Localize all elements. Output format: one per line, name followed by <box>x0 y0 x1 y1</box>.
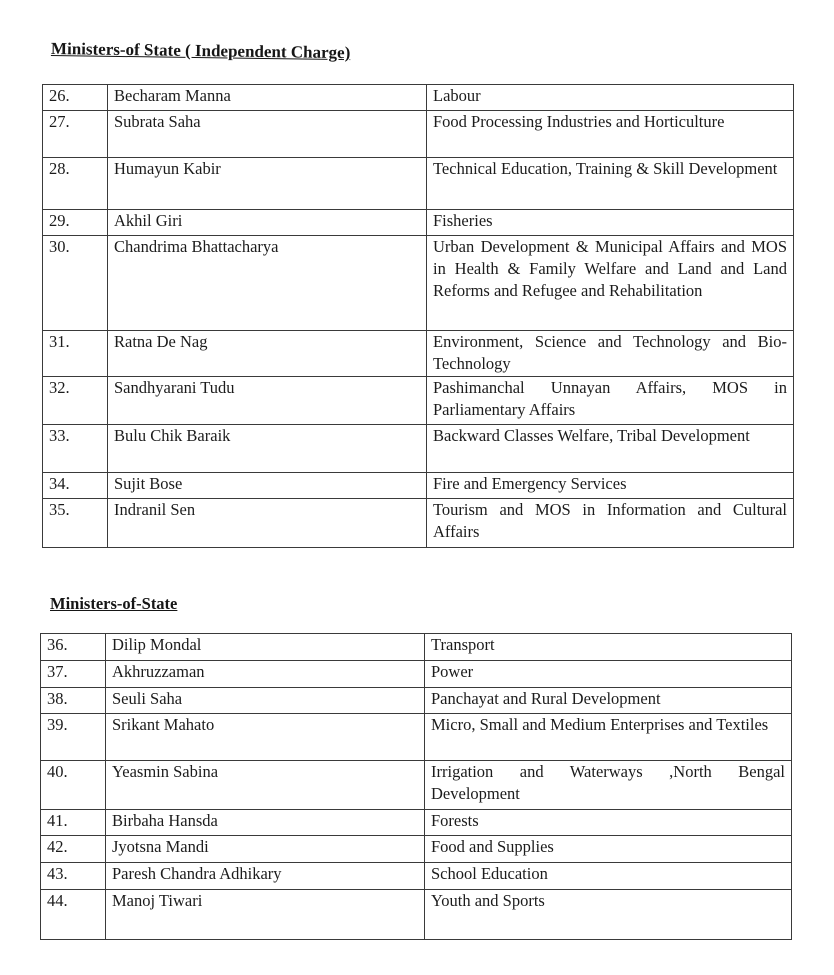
minister-name: Becharam Manna <box>108 85 427 111</box>
row-number: 32. <box>43 377 108 425</box>
row-number: 41. <box>41 810 106 836</box>
minister-name: Sandhyarani Tudu <box>108 377 427 425</box>
row-number: 26. <box>43 85 108 111</box>
portfolio: Irrigation and Waterways ,North Bengal Development <box>425 761 792 810</box>
row-number: 34. <box>43 473 108 499</box>
row-number: 42. <box>41 836 106 863</box>
portfolio: School Education <box>425 863 792 890</box>
minister-name: Akhruzzaman <box>106 661 425 688</box>
section-heading-ministers-of-state: Ministers-of-State <box>50 594 178 613</box>
portfolio: Micro, Small and Medium Enterprises and Textiles <box>425 714 792 761</box>
minister-name: Birbaha Hansda <box>106 810 425 836</box>
row-number: 33. <box>43 425 108 473</box>
minister-name: Akhil Giri <box>108 210 427 236</box>
table-row <box>41 761 792 810</box>
minister-name: Humayun Kabir <box>108 158 427 210</box>
row-number: 27. <box>43 111 108 158</box>
table-row <box>41 810 792 836</box>
ministers-table-state <box>40 633 792 940</box>
row-number: 30. <box>43 236 108 331</box>
portfolio: Forests <box>425 810 792 836</box>
table-row <box>41 661 792 688</box>
row-number: 44. <box>41 890 106 940</box>
row-number: 37. <box>41 661 106 688</box>
table-row <box>43 473 794 499</box>
minister-name: Yeasmin Sabina <box>106 761 425 810</box>
minister-name: Subrata Saha <box>108 111 427 158</box>
row-number: 36. <box>41 634 106 661</box>
portfolio: Fire and Emergency Services <box>427 473 794 499</box>
minister-name: Indranil Sen <box>108 499 427 548</box>
table-row <box>43 331 794 377</box>
row-number: 39. <box>41 714 106 761</box>
table-row <box>41 688 792 714</box>
section-heading-independent-charge: Ministers-of State ( Independent Charge) <box>50 39 351 63</box>
minister-name: Jyotsna Mandi <box>106 836 425 863</box>
portfolio: Technical Education, Training & Skill Development <box>427 158 794 210</box>
table-row <box>43 377 794 425</box>
row-number: 28. <box>43 158 108 210</box>
table-row <box>43 425 794 473</box>
table-row <box>43 158 794 210</box>
table-row <box>41 836 792 863</box>
minister-name: Srikant Mahato <box>106 714 425 761</box>
row-number: 38. <box>41 688 106 714</box>
row-number: 29. <box>43 210 108 236</box>
row-number: 31. <box>43 331 108 377</box>
minister-name: Manoj Tiwari <box>106 890 425 940</box>
portfolio: Panchayat and Rural Development <box>425 688 792 714</box>
row-number: 43. <box>41 863 106 890</box>
table-row <box>43 111 794 158</box>
minister-name: Sujit Bose <box>108 473 427 499</box>
portfolio: Food and Supplies <box>425 836 792 863</box>
table-row <box>41 714 792 761</box>
portfolio: Fisheries <box>427 210 794 236</box>
portfolio: Youth and Sports <box>425 890 792 940</box>
portfolio: Urban Development & Municipal Affairs and MOS in Health & Family Welfare and Land and Land Reforms and Refugee and Rehabilitation <box>427 236 794 331</box>
minister-name: Paresh Chandra Adhikary <box>106 863 425 890</box>
minister-name: Seuli Saha <box>106 688 425 714</box>
table-row <box>43 210 794 236</box>
portfolio: Environment, Science and Technology and Bio-Technology <box>427 331 794 377</box>
minister-name: Ratna De Nag <box>108 331 427 377</box>
table-row <box>43 236 794 331</box>
portfolio: Labour <box>427 85 794 111</box>
portfolio: Backward Classes Welfare, Tribal Development <box>427 425 794 473</box>
row-number: 35. <box>43 499 108 548</box>
row-number: 40. <box>41 761 106 810</box>
portfolio: Food Processing Industries and Horticulture <box>427 111 794 158</box>
portfolio: Power <box>425 661 792 688</box>
portfolio: Tourism and MOS in Information and Cultural Affairs <box>427 499 794 548</box>
table-row <box>41 890 792 940</box>
table-row <box>43 499 794 548</box>
minister-name: Chandrima Bhattacharya <box>108 236 427 331</box>
portfolio: Transport <box>425 634 792 661</box>
table-row <box>41 863 792 890</box>
portfolio: Pashimanchal Unnayan Affairs, MOS in Parliamentary Affairs <box>427 377 794 425</box>
table-row <box>43 85 794 111</box>
minister-name: Bulu Chik Baraik <box>108 425 427 473</box>
table-row <box>41 634 792 661</box>
minister-name: Dilip Mondal <box>106 634 425 661</box>
ministers-table-independent-charge <box>42 84 794 548</box>
